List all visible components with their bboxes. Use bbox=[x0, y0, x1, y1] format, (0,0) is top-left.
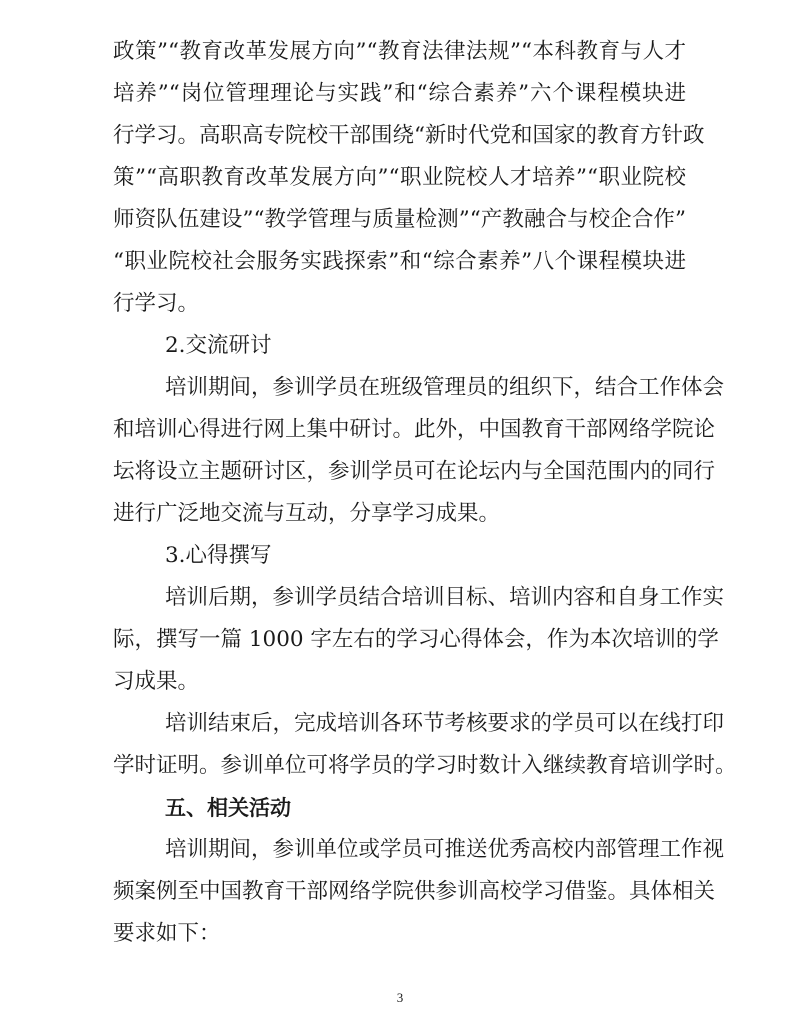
paragraph-line: 培训结束后，完成培训各环节考核要求的学员可以在线打印 bbox=[165, 711, 725, 736]
paragraph-line: 培养”“岗位管理理论与实践”和“综合素养”六个课程模块进 bbox=[113, 81, 686, 106]
paragraph-line: 要求如下： bbox=[113, 921, 221, 946]
paragraph-line: 际，撰写一篇 1000 字左右的学习心得体会，作为本次培训的学 bbox=[113, 627, 719, 652]
subsection-heading: 2.交流研讨 bbox=[165, 333, 272, 358]
paragraph-line: 师资队伍建设”“教学管理与质量检测”“产教融合与校企合作” bbox=[113, 207, 686, 232]
paragraph-line: 策”“高职教育改革发展方向”“职业院校人才培养”“职业院校 bbox=[113, 165, 686, 190]
paragraph-line: 坛将设立主题研讨区，参训学员可在论坛内与全国范围内的同行 bbox=[113, 459, 716, 484]
paragraph-line: 行学习。 bbox=[113, 291, 200, 316]
paragraph-line: 培训期间，参训学员在班级管理员的组织下，结合工作体会 bbox=[165, 375, 725, 400]
paragraph-line: 培训后期，参训学员结合培训目标、培训内容和自身工作实 bbox=[165, 585, 725, 610]
subsection-heading: 3.心得撰写 bbox=[165, 543, 272, 568]
page-number: 3 bbox=[396, 990, 404, 1005]
paragraph-line: “职业院校社会服务实践探索”和“综合素养”八个课程模块进 bbox=[113, 249, 686, 274]
paragraph-line: 行学习。高职高专院校干部围绕“新时代党和国家的教育方针政 bbox=[113, 123, 705, 148]
paragraph-line: 培训期间，参训单位或学员可推送优秀高校内部管理工作视 bbox=[165, 837, 725, 862]
paragraph-line: 政策”“教育改革发展方向”“教育法律法规”“本科教育与人才 bbox=[113, 39, 686, 64]
paragraph-line: 学时证明。参训单位可将学员的学习时数计入继续教育培训学时。 bbox=[113, 753, 737, 778]
paragraph-line: 习成果。 bbox=[113, 669, 200, 694]
document-body bbox=[113, 31, 737, 955]
section-heading: 五、相关活动 bbox=[165, 796, 291, 820]
paragraph-line: 进行广泛地交流与互动，分享学习成果。 bbox=[113, 501, 501, 526]
paragraph-line: 和培训心得进行网上集中研讨。此外，中国教育干部网络学院论 bbox=[113, 417, 716, 442]
paragraph-line: 频案例至中国教育干部网络学院供参训高校学习借鉴。具体相关 bbox=[113, 879, 716, 904]
